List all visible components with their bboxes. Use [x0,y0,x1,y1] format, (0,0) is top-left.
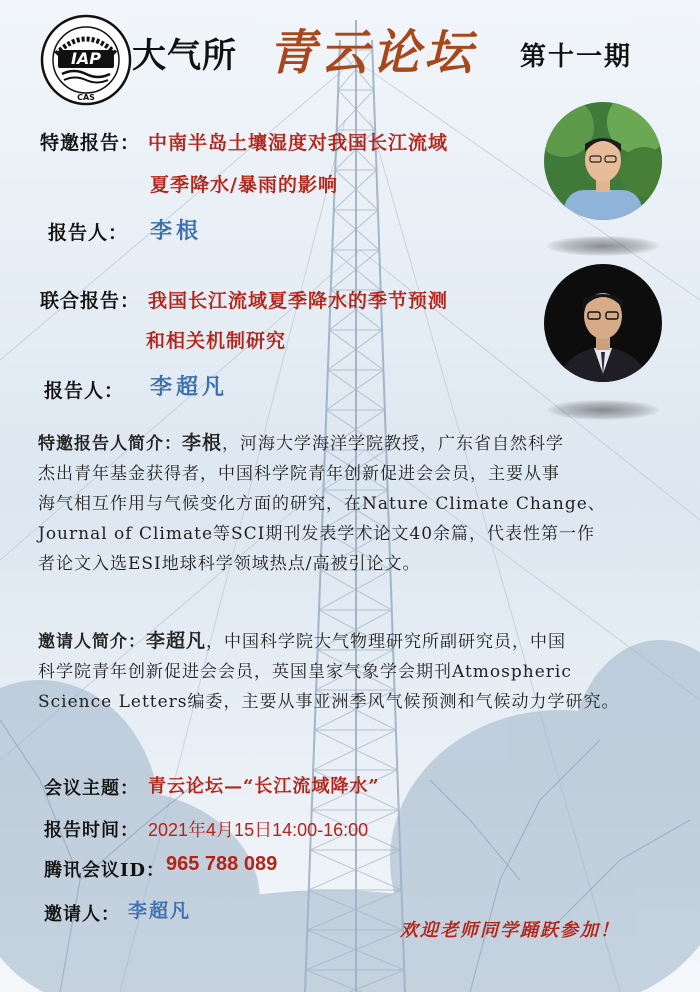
speaker-photo-li-gen [544,102,662,220]
photo-shadow [547,400,659,420]
bio-name: 李根 [182,432,223,454]
issue-number: 第十一期 [520,42,633,72]
photo-shadow [547,236,659,256]
theme-label: 会议主题： [44,778,139,799]
bio-label: 邀请人简介： [38,632,146,652]
meeting-id-label: 腾讯会议ID： [44,860,166,881]
talk2-title-line2: 和相关机制研究 [146,330,287,352]
bio-name: 李超凡 [146,630,207,652]
talk1-speaker: 李根 [150,218,203,244]
bio-text: ，中国科学院大气物理研究所副研究员，中国 [206,632,567,652]
logo-abbr: IAP [70,49,102,68]
welcome-message: 欢迎老师同学踊跃参加！ [400,920,620,941]
talk2-title-line1: 我国长江流域夏季降水的季节预测 [148,290,449,312]
bio-li-gen [38,428,678,579]
bio-li-chaofan [38,626,678,717]
logo-bottom-text: CAS [77,93,95,102]
host-label: 邀请人： [44,904,120,925]
bio-line: 杰出青年基金获得者，中国科学院青年创新促进会会员，主要从事 [38,464,560,484]
bio-line: 者论文入选ESI地球科学领域热点/高被引论文。 [38,554,421,574]
bio-line: 科学院青年创新促进会会员，英国皇家气象学会期刊Atmospheric [38,662,572,682]
bio-line: Journal of Climate等SCI期刊发表学术论文40余篇，代表性第一作 [38,524,596,544]
forum-title: 青云论坛 [268,25,477,81]
talk1-title-line2: 夏季降水/暴雨的影响 [150,174,338,196]
talk2-type-label: 联合报告： [40,290,141,312]
time-value: 2021年4月15日14:00-16:00 [148,820,369,840]
theme-value: 青云论坛—“长江流域降水” [148,776,380,797]
bio-line [38,626,678,657]
speaker-photo-li-chaofan [544,264,662,382]
talk1-speaker-label: 报告人： [48,222,129,244]
bio-label: 特邀报告人简介： [38,434,182,454]
bio-line: 海气相互作用与气候变化方面的研究，在Nature Climate Change、 [38,494,606,514]
talk1-title-line1: 中南半岛土壤湿度对我国长江流域 [148,132,449,154]
iap-logo [40,14,132,106]
talk1-type-label: 特邀报告： [40,132,141,154]
bio-text: ，河海大学海洋学院教授，广东省自然科学 [222,434,565,454]
talk2-speaker: 李超凡 [150,374,229,400]
talk2-speaker-label: 报告人： [44,380,125,402]
time-label: 报告时间： [44,820,139,841]
meeting-id-value: 965 788 089 [166,853,278,875]
bio-line: Science Letters编委，主要从事亚洲季风气候预测和气候动力学研究。 [38,692,620,712]
host-value: 李超凡 [128,900,192,922]
bio-line [38,428,678,459]
institute-name: 大气所 [132,36,237,76]
